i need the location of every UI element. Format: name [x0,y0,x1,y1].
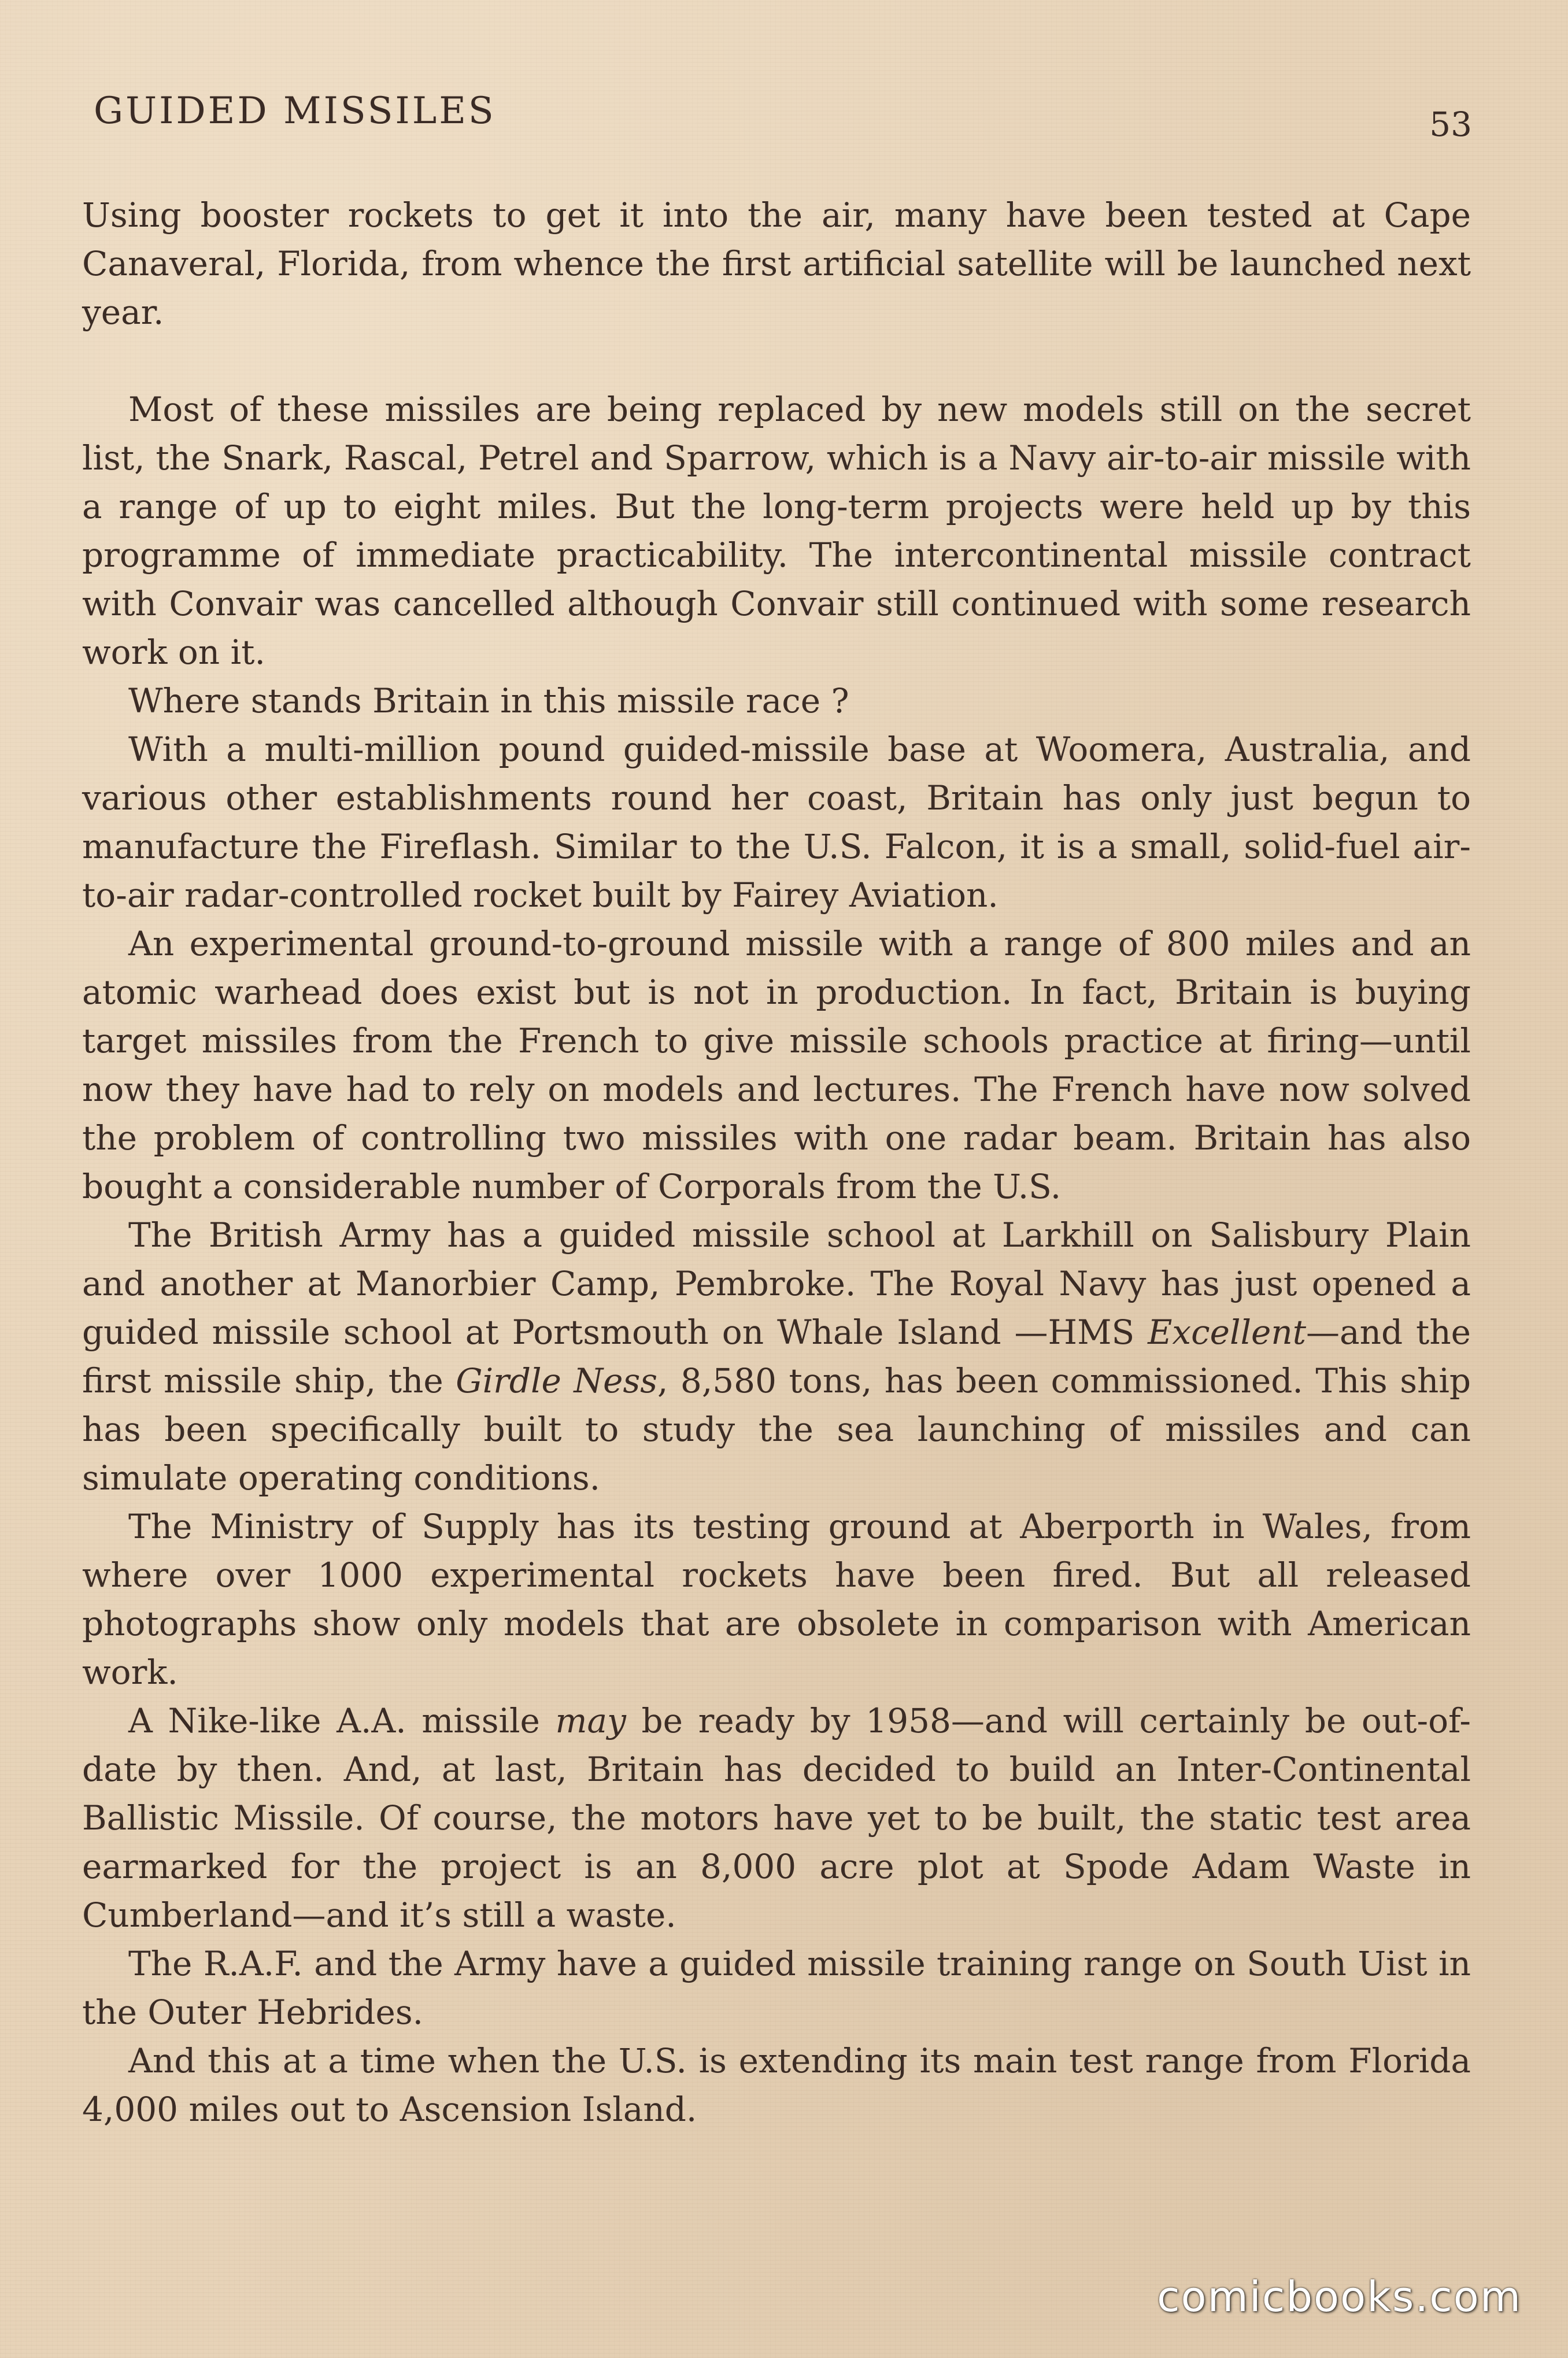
text-run: The Ministry of Supply has its testing ground at Aberporth in Wales, from where over 1000 experimental rockets have been fired. But all released photographs show only models that are obsolete in comparison with American work. [82,1507,1471,1692]
paragraph [82,919,1471,1211]
text-run: Most of these missiles are being replaced by new models still on the secret list, the Snark, Rascal, Petrel and Sparrow, which is a Navy air-to-air missile with a range of up to eight miles. But the long-term projects were held up by this programme of immediate practicability. The intercontinental missile contract with Convair was cancelled although Convair still continued with some research work on it. [82,390,1471,672]
paragraph [82,1697,1471,1939]
text-run: The R.A.F. and the Army have a guided missile training range on South Uist in the Outer Hebrides. [82,1944,1471,2032]
text-run: —and the first missile ship, the [82,1313,1471,1400]
text-run: With a multi-million pound guided-missile base at Woomera, Australia, and various other establishments round her coast, Britain has only just begun to manufacture the Fireflash. Similar to the U.S. Falcon, it is a small, solid-fuel air-to-air radar-controlled rocket built by Fairey Aviation. [82,730,1471,915]
text-run: An experimental ground-to-ground missile with a range of 800 miles and an atomic warhead does exist but is not in production. In fact, Britain is buying target missiles from the French to give missile schools practice at firing—until now they have had to rely on models and lectures. The French have now solved the problem of controlling two missiles with one radar beam. Britain has also bought a considerable number of Corporals from the U.S. [82,924,1471,1206]
page-number: 53 [1429,105,1472,144]
text-run: A Nike-like A.A. missile [128,1701,556,1740]
paragraph-continuation [82,191,1471,337]
ship-name-italic: Girdle Ness [456,1361,657,1400]
paragraph [82,1939,1471,2037]
paragraph [82,677,1471,725]
text-run: Using booster rockets to get it into the air, many have been tested at Cape Canaveral, Florida, from whence the first artificial satellite will be launched next year. [82,195,1471,332]
text-run: The British Army has a guided missile school at Larkhill on Salisbury Plain and another at Manorbier Camp, Pembroke. The Royal Navy has just opened a guided missile school at Portsmouth on Whale Island —HMS [82,1215,1471,1352]
body-text [82,191,1471,2134]
text-run: be ready by 1958—and will certainly be out-of-date by then. And, at last, Britain has decided to build an Inter-Continental Ballistic Missile. Of course, the motors have yet to be built, the static test area earmarked for the project is an 8,000 acre plot at Spode Adam Waste in Cumberland—and it’s still a waste. [82,1701,1471,1935]
watermark: comicbooks.com [1156,2272,1522,2321]
emphasis-italic: may [555,1701,626,1740]
paragraph [82,385,1471,677]
paragraph [82,2037,1471,2134]
paragraph [82,725,1471,919]
paragraph [82,1502,1471,1697]
text-run: And this at a time when the U.S. is extending its main test range from Florida 4,000 miles out to Ascension Island. [82,2041,1471,2129]
running-head: GUIDED MISSILES [94,90,496,132]
paragraph [82,1211,1471,1502]
text-run: Where stands Britain in this missile race ? [128,681,849,720]
ship-name-italic: Excellent [1148,1313,1307,1352]
text-run: , 8,580 tons, has been commissioned. This ship has been specifically built to study the sea launching of missiles and can simulate operating conditions. [82,1361,1471,1498]
